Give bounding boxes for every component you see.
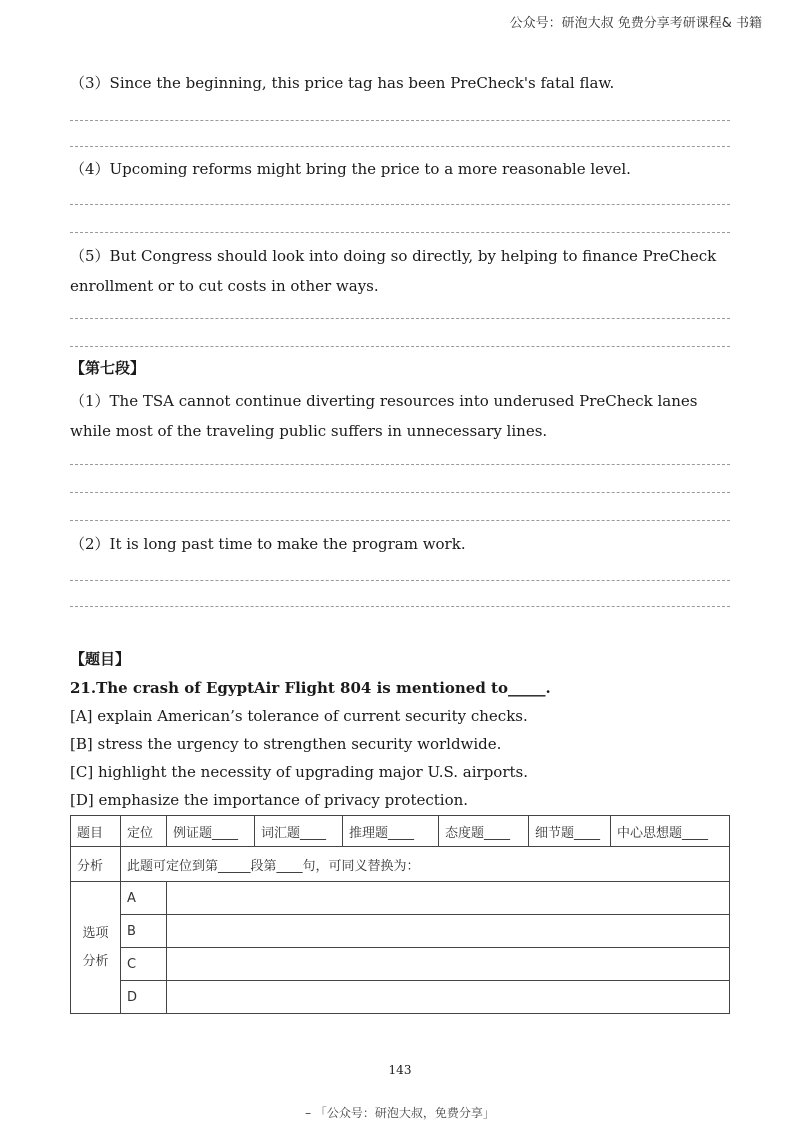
answer-line xyxy=(70,232,730,233)
option-label-1: 选项 xyxy=(82,925,109,941)
type-example[interactable]: 例证题____ xyxy=(167,816,255,847)
answer-line xyxy=(70,120,730,121)
type-detail[interactable]: 细节题____ xyxy=(529,816,611,847)
row-label-analysis: 分析 xyxy=(71,847,121,882)
locate-text[interactable]: 此题可定位到第_____段第____句，可同义替换为： xyxy=(121,847,730,882)
option-a-answer[interactable] xyxy=(167,882,730,915)
option-c-answer[interactable] xyxy=(167,948,730,981)
answer-line xyxy=(70,580,730,581)
option-letter-c: C xyxy=(121,948,167,981)
option-c: [C] highlight the necessity of upgrading major U.S. airports. xyxy=(70,763,528,781)
question-stem: 21.The crash of EgyptAir Flight 804 is mentioned to_____. xyxy=(70,679,551,697)
sentence-3: （3）Since the beginning, this price tag has been PreCheck's fatal flaw. xyxy=(70,74,615,92)
section7-sentence-2: （2）It is long past time to make the program work. xyxy=(70,535,466,553)
type-inference[interactable]: 推理题____ xyxy=(343,816,439,847)
answer-line xyxy=(70,318,730,319)
option-analysis-label xyxy=(71,882,121,1014)
option-d: [D] emphasize the importance of privacy protection. xyxy=(70,791,469,809)
page-number: 143 xyxy=(388,1063,412,1077)
option-b-answer[interactable] xyxy=(167,915,730,948)
type-main-idea[interactable]: 中心思想题____ xyxy=(611,816,730,847)
type-vocabulary[interactable]: 词汇题____ xyxy=(255,816,343,847)
section-heading: 【第七段】 xyxy=(70,359,146,377)
option-letter-b: B xyxy=(121,915,167,948)
option-letter-d: D xyxy=(121,981,167,1014)
answer-line xyxy=(70,204,730,205)
answer-line xyxy=(70,492,730,493)
answer-line xyxy=(70,464,730,465)
answer-line xyxy=(70,520,730,521)
option-label-2: 分析 xyxy=(82,953,109,969)
page-header-watermark: 公众号：研泡大叔 免费分享考研课程& 书籍 xyxy=(509,16,762,31)
questions-heading: 【题目】 xyxy=(70,650,131,668)
answer-line xyxy=(70,146,730,147)
analysis-table xyxy=(70,815,730,1014)
answer-line xyxy=(70,606,730,607)
section7-sentence-1: （1）The TSA cannot continue diverting resources into underused PreCheck lanes while most of the traveling public suffers in unnecessary lines. xyxy=(70,392,698,440)
answer-line xyxy=(70,346,730,347)
option-a: [A] explain American’s tolerance of current security checks. xyxy=(70,707,528,725)
page-footer: – 「公众号：研泡大叔，免费分享」 xyxy=(305,1106,495,1120)
row-label-topic: 题目 xyxy=(71,816,121,847)
sentence-5: （5）But Congress should look into doing so directly, by helping to finance PreCheck enrollment or to cut costs in other ways. xyxy=(70,247,717,295)
locate-label: 定位 xyxy=(121,816,167,847)
option-letter-a: A xyxy=(121,882,167,915)
option-b: [B] stress the urgency to strengthen security worldwide. xyxy=(70,735,502,753)
option-d-answer[interactable] xyxy=(167,981,730,1014)
sentence-4: （4）Upcoming reforms might bring the price to a more reasonable level. xyxy=(70,160,631,178)
type-attitude[interactable]: 态度题____ xyxy=(439,816,529,847)
